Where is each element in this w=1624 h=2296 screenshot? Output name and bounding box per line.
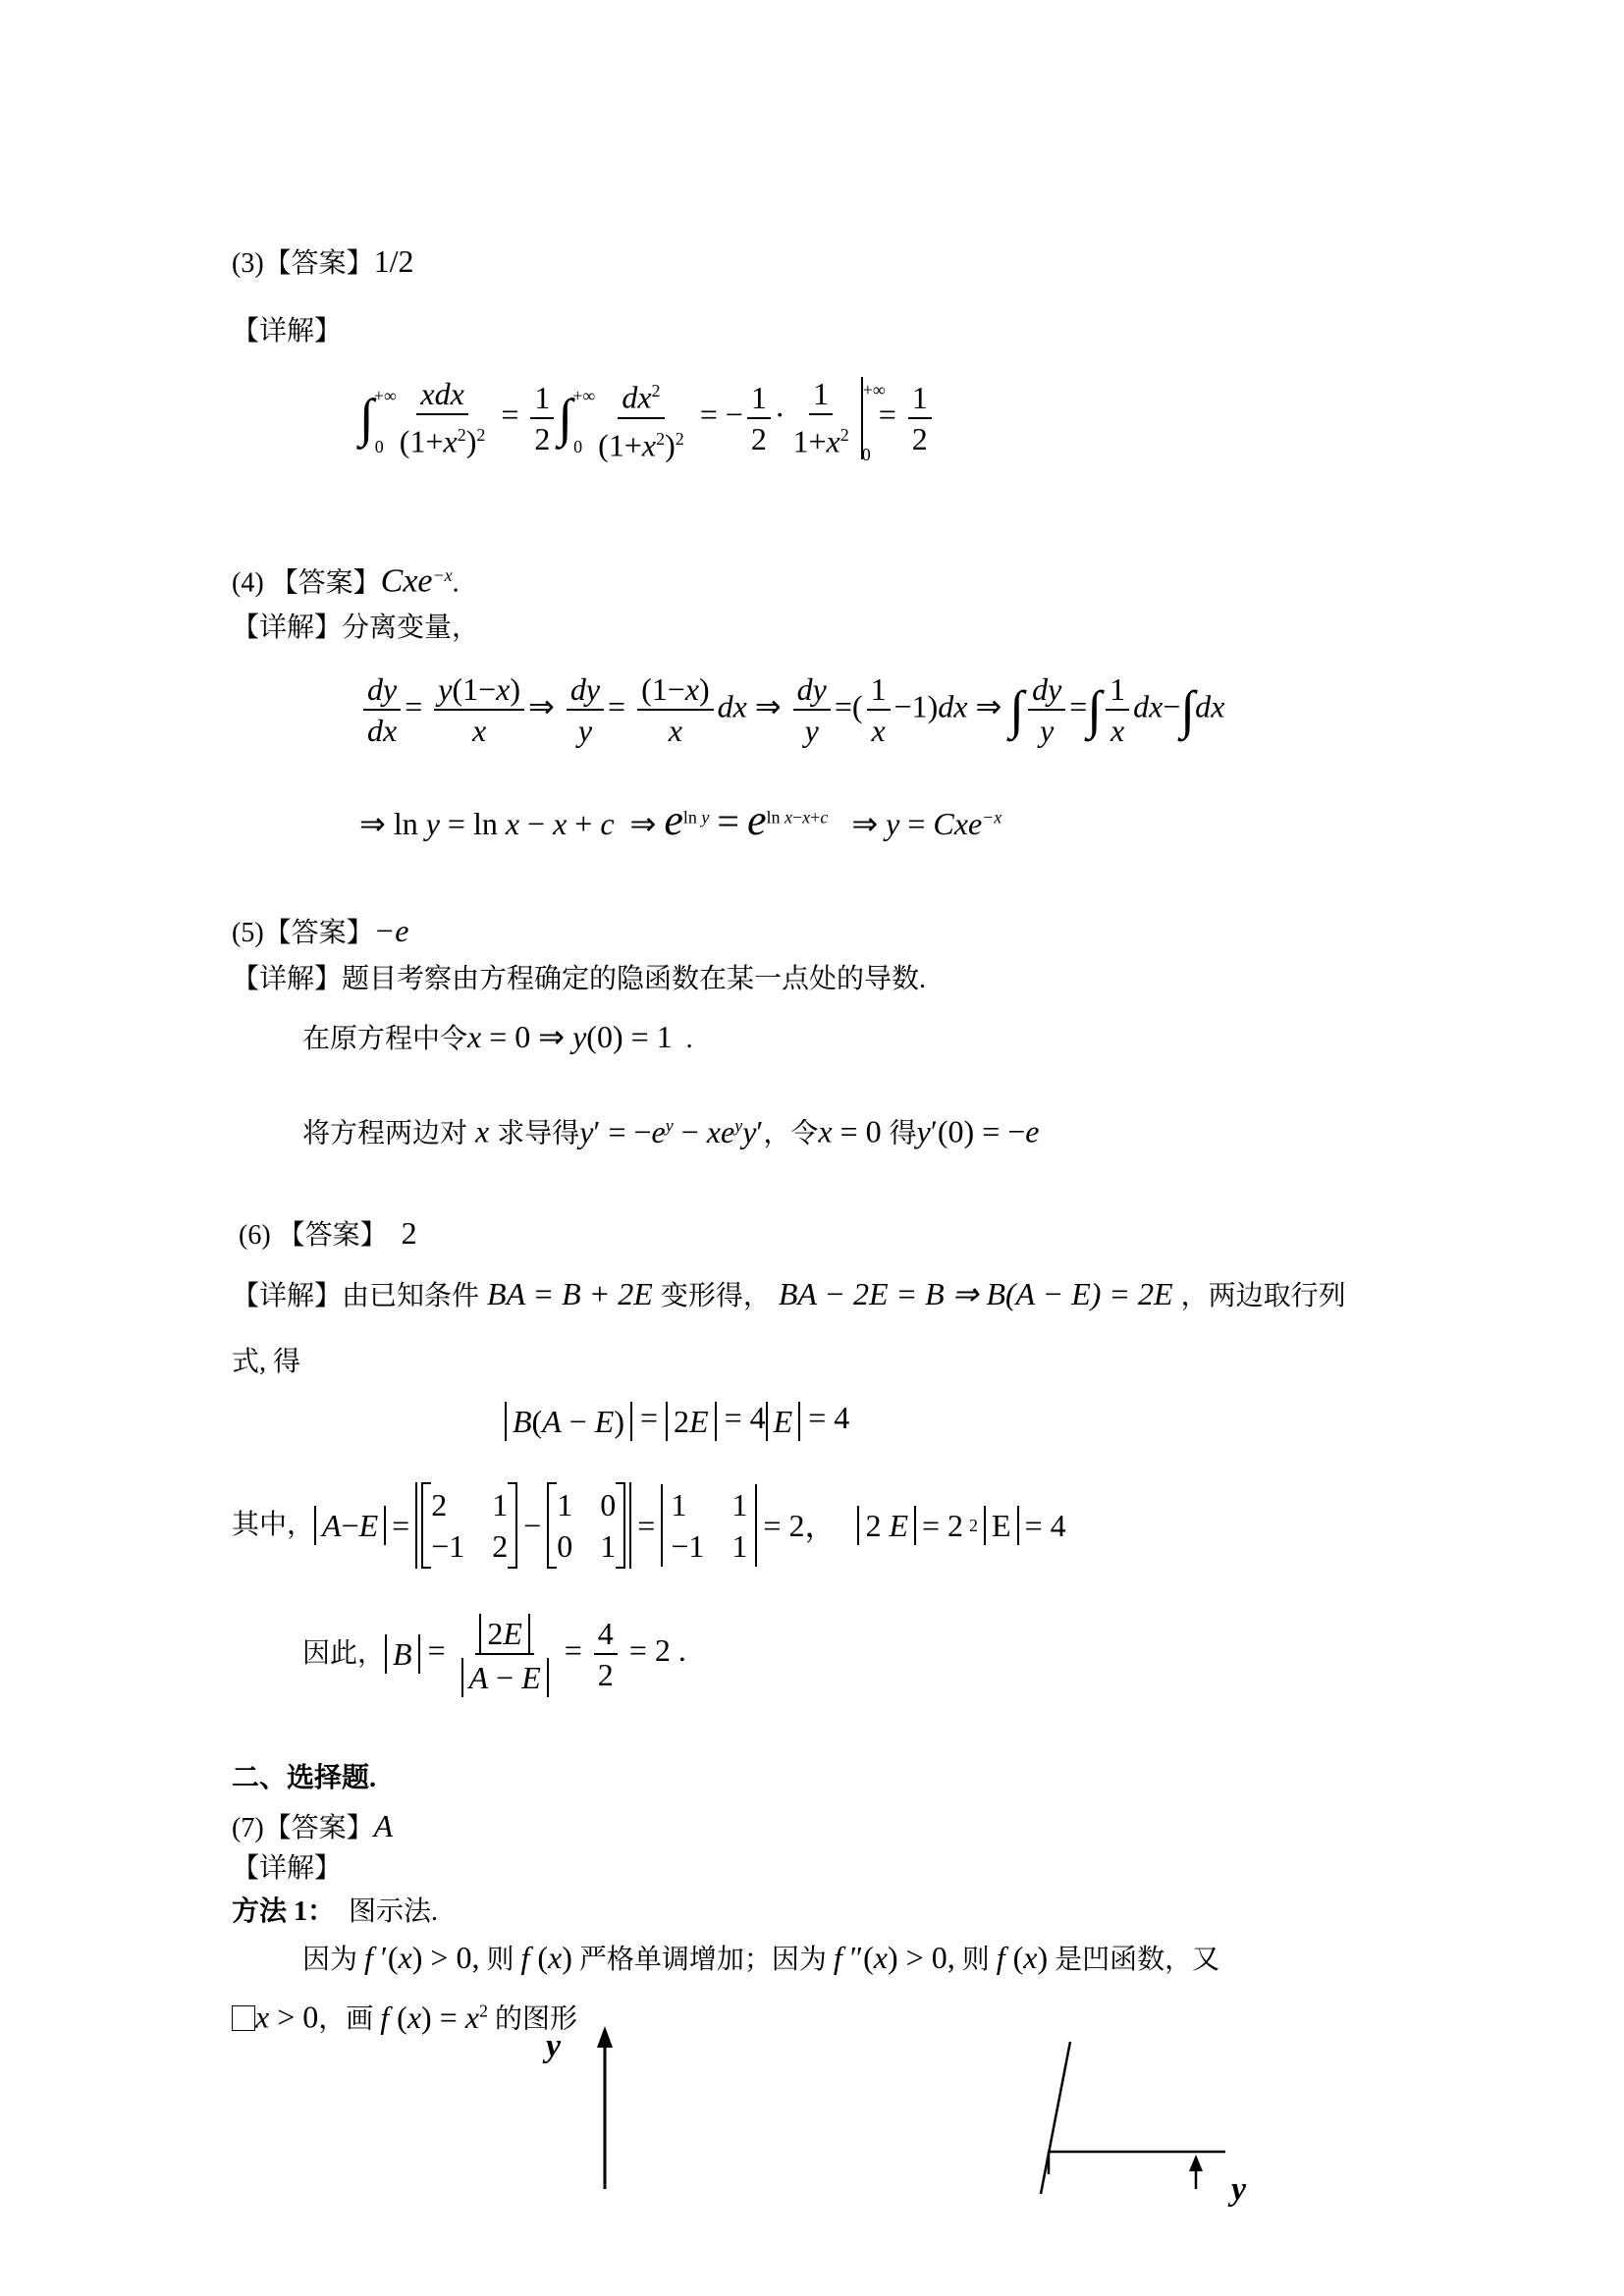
q5-line2-c: ，令 (763, 1118, 819, 1149)
q4-detail-text: 分离变量， (342, 613, 480, 643)
q6-where: 其中， (232, 1510, 315, 1540)
q7-line1-b: 则 (486, 1945, 514, 1975)
q5-detail-label: 【详解】 (232, 964, 343, 994)
q6-detail-text-b: 变形得， (660, 1281, 771, 1311)
q4-derivation-line1: $\frac{dy}{dx}$ = $\frac{y(1-x)}{x}$ ⇒ $\frac{dy}{y}$ = $\frac{(1-x)}{x}$ dx ⇒ $\frac{dy}{y}$ =( $\frac{1}{x}$ −1)dx ⇒ ∫ $\frac{dy}{y}$ =∫ $\frac{1}{x}$ dx−∫dx (359, 669, 1224, 750)
q5-line2-d: 得 (889, 1118, 917, 1149)
q6-detail-text-a: 由已知条件 (342, 1281, 480, 1311)
q6-determinant-eq: B(A − E) = 2E = 4 E = 4 (505, 1400, 849, 1441)
q4-detail-label: 【详解】 (232, 613, 343, 643)
q4-answer-line: (4) 【答案】Cxe$^{-x}$. (232, 562, 460, 600)
q7-answer-line (232, 1806, 393, 1848)
q4-label: (4) 【答案】 (232, 567, 381, 599)
section2-title: 二、选择题. (232, 1763, 377, 1793)
q6-answer-line (232, 1213, 417, 1255)
q7-detail-label: 【详解】 (232, 1853, 343, 1884)
q5-label: (5)【答案】 (232, 918, 374, 948)
q7-method-line (232, 1893, 438, 1932)
q7-line1-e: 是凹函数，又 (1055, 1945, 1220, 1975)
q5-line2-a: 将方程两边对 (302, 1118, 468, 1149)
q6-label: (6) 【答案】 (239, 1220, 388, 1251)
q6-detail-text-c: ，两边取行列 (1180, 1281, 1346, 1311)
q5-detail-text: 题目考察由方程确定的隐函数在某一点处的导数. (342, 964, 927, 994)
q6-therefore: 因此， (302, 1637, 386, 1669)
q7-line1: 因为 f ′(x) > 0, 则 f (x) 严格单调增加；因为 f ″(x) > 0, 则 f (x) 是凹函数，又 (302, 1940, 1220, 1975)
q5-line1: 在原方程中令x = 0 ⇒ y(0) = 1 . (302, 1019, 693, 1054)
axis-label-y-right: y (1231, 2171, 1247, 2208)
q4-detail-line (232, 609, 479, 648)
q5-detail-line (232, 960, 926, 999)
q4-answer-sup: −x (432, 565, 453, 585)
q7-line1-a: 因为 (302, 1945, 358, 1975)
q6-where-line: 其中， A−E = 2 1 −1 2 − 1 0 0 1 = 1 1 −1 1 = 2， 2 E = 2 2 E = 4 (232, 1482, 1066, 1569)
q3-answer-line (232, 241, 414, 284)
q6-answer: 2 (401, 1215, 417, 1251)
q7-line2: x > 0，画 f $(x) = x^2$ 的图形 (232, 1991, 577, 2040)
q4-answer: Cxe (380, 562, 433, 600)
q3-label: (3)【答案】 (232, 248, 374, 279)
missing-glyph-box (232, 2005, 255, 2031)
q3-detail-label: 【详解】 (232, 316, 343, 347)
q4-derivation-line2: ⇒ ln y = ln x − x + c ⇒ $e^{ln y} = e^{ln x-x+c}$ ⇒ y = Cxe$^{-x}$ (359, 796, 1002, 844)
q3-integral-formula: $\int^{+\infty}_0$ $\frac{\text{xdx}}{(1+x^2)^2}$ = $\frac{1}{2}$ $\int^{+\infty}_0$ $\frac{dx^2}{(1+x^2)^2}$ = − $\frac{1}{2}$ · $\frac{1}{1+x^2}$ +∞$_0$ = $\frac{1}{2}$ (359, 371, 936, 465)
q6-detail-line: 【详解】由已知条件 BA = B + 2E 变形得， BA − 2E = B ⇒ B(A − E) = 2E ，两边取行列 (232, 1276, 1346, 1311)
axis-label-y-left: y (546, 2028, 562, 2064)
q6-detail-text-d: 式, 得 (232, 1347, 301, 1377)
q7-method: 方法 1： (232, 1896, 336, 1927)
small-axis-right-arrow (1189, 2155, 1203, 2171)
q7-answer: A (373, 1808, 394, 1843)
y-axis-left-arrow (597, 2026, 613, 2048)
q7-line1-d: 则 (961, 1945, 990, 1975)
q5-line2-b: 求导得 (497, 1118, 580, 1149)
curve-fragment (1041, 2042, 1070, 2194)
q5-answer-line (232, 911, 408, 953)
q7-label: (7)【答案】 (232, 1813, 374, 1843)
q6-therefore-line: 因此， B = $\frac{2E}{A - E}$ = $\frac{4}{2}$ = 2 . (302, 1610, 686, 1697)
q7-line1-c: 严格单调增加；因为 (578, 1945, 827, 1975)
q5-line2: 将方程两边对 x 求导得$y' = -e^y - xe^yy'$，令x = 0 得y′(0) = −e (302, 1113, 1040, 1149)
q3-answer: 1/2 (373, 243, 414, 279)
q5-line1-text: 在原方程中令 (302, 1024, 468, 1054)
q7-graph (530, 2022, 1414, 2277)
q7-method-text: 图示法. (349, 1896, 439, 1927)
q6-detail-label: 【详解】 (232, 1281, 343, 1311)
q5-answer: −e (373, 913, 409, 948)
q7-line2-a: 画 (346, 2003, 374, 2035)
q7-line2-b: 的图形 (494, 2003, 577, 2035)
